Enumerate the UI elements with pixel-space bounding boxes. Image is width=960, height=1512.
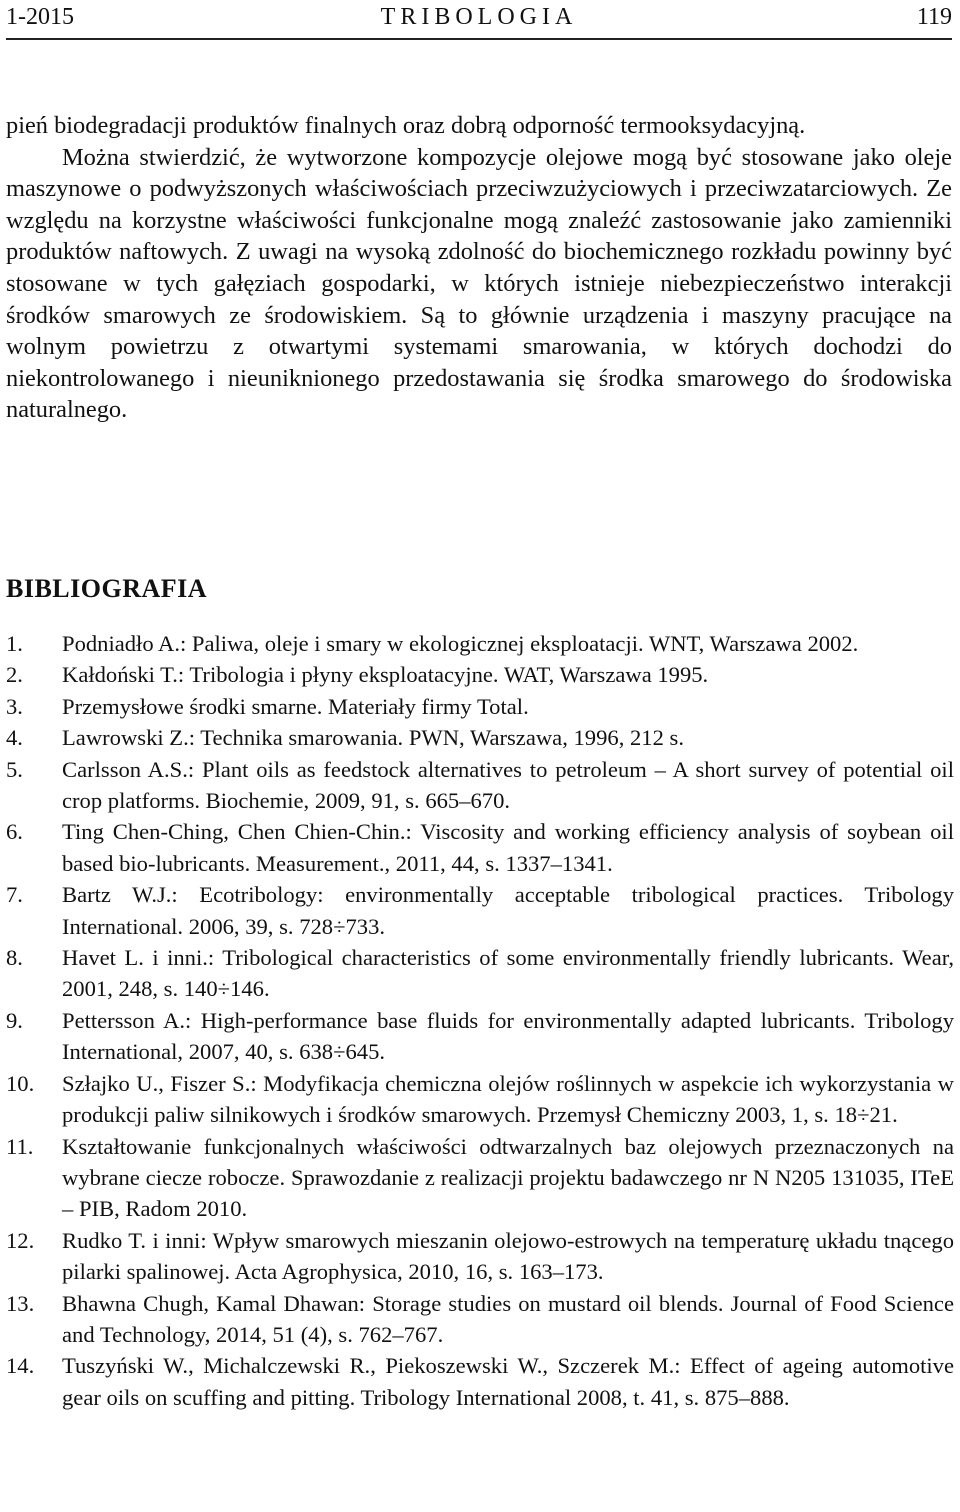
reference-item bbox=[6, 1131, 954, 1225]
reference-number: 9. bbox=[6, 1007, 23, 1033]
reference-text: Szłajko U., Fiszer S.: Modyfikacja chemiczna olejów roślinnych w aspekcie ich wykorzystania w produkcji paliw silnikowych i środków smarowych. Przemysł Chemiczny 2003, 1, s. 18÷21. bbox=[62, 1070, 954, 1128]
reference-number: 12. bbox=[6, 1227, 35, 1253]
reference-number: 6. bbox=[6, 819, 23, 845]
reference-text: Kształtowanie funkcjonalnych właściwości odtwarzalnych baz olejowych przeznaczonych na wybrane ciecze robocze. Sprawozdanie z realizacji projektu badawczego nr N N205 131035, ITeE – PIB, Radom 2010. bbox=[62, 1133, 954, 1222]
reference-item bbox=[6, 722, 954, 753]
reference-number: 8. bbox=[6, 945, 23, 971]
reference-item bbox=[6, 879, 954, 942]
reference-text: Rudko T. i inni: Wpływ smarowych mieszanin olejowo-estrowych na temperaturę układu tnącego pilarki spalinowej. Acta Agrophysica, 2010, 16, s. 163–173. bbox=[62, 1227, 954, 1285]
reference-item bbox=[6, 942, 954, 1005]
bibliography-heading: BIBLIOGRAFIA bbox=[6, 574, 208, 603]
reference-number: 10. bbox=[6, 1070, 35, 1096]
reference-number: 4. bbox=[6, 725, 23, 751]
reference-item bbox=[6, 1225, 954, 1288]
reference-item bbox=[6, 691, 954, 722]
reference-text: Bartz W.J.: Ecotribology: environmentally acceptable tribological practices. Tribology International. 2006, 39, s. 728÷733. bbox=[62, 882, 954, 939]
reference-text: Kałdoński T.: Tribologia i płyny eksploatacyjne. WAT, Warszawa 1995. bbox=[62, 662, 709, 688]
reference-number: 7. bbox=[6, 882, 23, 908]
reference-text: Tuszyński W., Michalczewski R., Piekoszewski W., Szczerek M.: Effect of ageing automotive gear oils on scuffing and pitting. Tribology International 2008, t. 41, s. 875–888. bbox=[62, 1353, 954, 1410]
reference-text: Carlsson A.S.: Plant oils as feedstock alternatives to petroleum – A short survey of potential oil crop platforms. Biochemie, 2009, 91, s. 665–670. bbox=[62, 756, 954, 814]
reference-number: 11. bbox=[6, 1133, 34, 1159]
reference-item bbox=[6, 1005, 954, 1068]
reference-number: 3. bbox=[6, 693, 23, 719]
reference-item bbox=[6, 1288, 954, 1351]
running-header bbox=[6, 2, 952, 40]
reference-text: Pettersson A.: High-performance base fluids for environmentally adapted lubricants. Tribology International, 2007, 40, s. 638÷645. bbox=[62, 1007, 954, 1065]
reference-item bbox=[6, 628, 954, 659]
reference-number: 13. bbox=[6, 1290, 35, 1316]
reference-text: Bhawna Chugh, Kamal Dhawan: Storage studies on mustard oil blends. Journal of Food Science and Technology, 2014, 51 (4), s. 762–767. bbox=[62, 1290, 954, 1347]
body-text bbox=[6, 110, 952, 426]
reference-item bbox=[6, 754, 954, 817]
reference-number: 2. bbox=[6, 662, 23, 688]
reference-item bbox=[6, 1350, 954, 1413]
reference-list bbox=[6, 628, 954, 1413]
journal-title: TRIBOLOGIA bbox=[380, 4, 578, 30]
paragraph-continued: pień biodegradacji produktów finalnych oraz dobrą odporność termooksydacyjną. bbox=[6, 112, 806, 139]
reference-text: Lawrowski Z.: Technika smarowania. PWN, Warszawa, 1996, 212 s. bbox=[62, 725, 684, 751]
reference-number: 14. bbox=[6, 1353, 35, 1379]
issue-number: 1-2015 bbox=[6, 4, 74, 30]
reference-number: 5. bbox=[6, 756, 23, 782]
reference-text: Podniadło A.: Paliwa, oleje i smary w ekologicznej eksploatacji. WNT, Warszawa 2002. bbox=[62, 631, 859, 656]
paragraph-conclusions: Można stwierdzić, że wytworzone kompozycje olejowe mogą być stosowane jako oleje maszynowe o podwyższonych właściwościach przeciwzużyciowych i przeciwzatarciowych. Ze względu na korzystne właściwości funkcjonalne mogą znaleźć zastosowanie jako zamienniki produktów naftowych. Z uwagi na wysoką zdolność do biochemicznego rozkładu powinny być stosowane w tych gałęziach gospodarki, w których istnieje niebezpieczeństwo interakcji środków smarowych ze środowiskiem. Są to głównie urządzenia i maszyny pracujące na wolnym powietrzu z otwartymi systemami smarowania, w których dochodzi do niekontrolowanego i nieuniknionego przedostawania się środka smarowego do środowiska naturalnego. bbox=[6, 143, 952, 424]
reference-text: Przemysłowe środki smarne. Materiały firmy Total. bbox=[62, 693, 529, 719]
reference-text: Ting Chen-Ching, Chen Chien-Chin.: Viscosity and working efficiency analysis of soybean oil based bio-lubricants. Measurement., 2011, 44, s. 1337–1341. bbox=[62, 819, 954, 876]
reference-text: Havet L. i inni.: Tribological characteristics of some environmentally friendly lubricants. Wear, 2001, 248, s. 140÷146. bbox=[62, 945, 954, 1002]
reference-item bbox=[6, 816, 954, 879]
reference-number: 1. bbox=[6, 631, 23, 656]
reference-item bbox=[6, 659, 954, 690]
reference-item bbox=[6, 1068, 954, 1131]
page-number: 119 bbox=[916, 4, 952, 30]
